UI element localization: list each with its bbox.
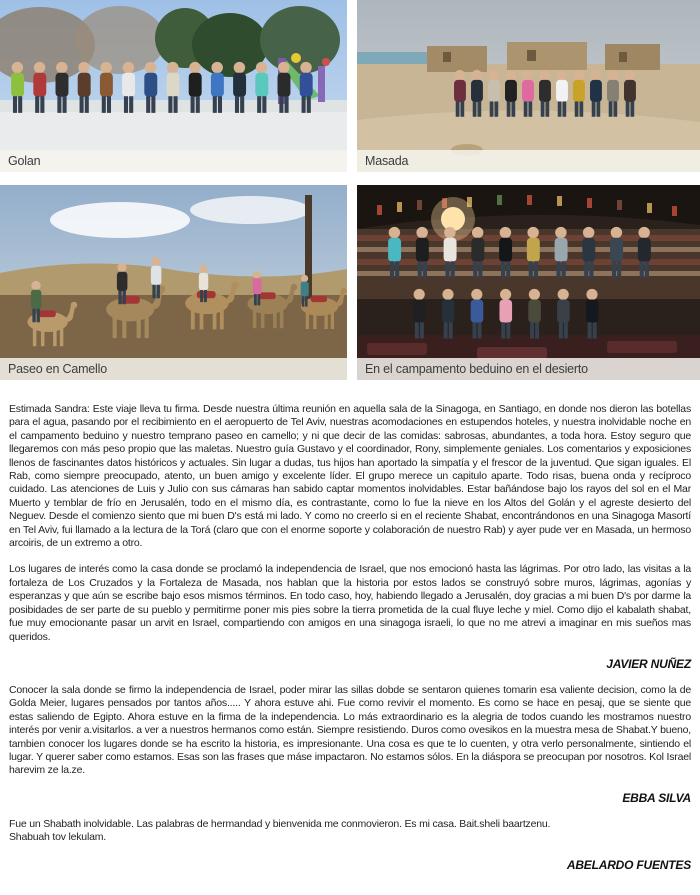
letter-paragraph: Los lugares de interés como la casa donde se proclamó la independencia de Israel, que nos emocionó hasta las lágrimas. Por otro lado, las visitas a la fortaleza de Los Cruzados y la Fortaleza de Masada, nos hablan que la historia por estos lados se construyó sobre muros, lágrimas, agonías y esperanzas y que aún se escribe bajo esos mismos términos. En todo caso, hoy, habiendo llegado a Jerusalén, doy gracias a mi buen D's por darme la posibidades de ser parte de su pueblo y permitirme poner mis pies sobre la tierra prometida de la cual fluye leche y miel. Como dijo el kabalath shabat, fue muy emocionante pasar un arvit en Israel, compartiendo con amigos en una sinagoga israeli, lo que no me atrevi a imaginar en mis sueños mas queridos.	[9, 563, 691, 643]
signature-javier-nunez: JAVIER NUÑEZ	[606, 656, 691, 671]
photo-caption-camello: Paseo en Camello	[0, 358, 347, 380]
letter-paragraph: Fue un Shabath inolvidable. Las palabras de hermandad y bienvenida me conmovieron. Es mi casa. Bait.sheli baartzenu. Shabuah tov lekulam.	[9, 817, 551, 844]
signature-ebba-silva: EBBA SILVA	[622, 790, 691, 805]
photo-masada	[357, 0, 700, 172]
camello-photo-image	[0, 185, 347, 380]
photo-grid	[0, 0, 700, 380]
photo-caption-beduino: En el campamento beduino en el desierto	[357, 358, 700, 380]
letter-paragraph: Conocer la sala donde se firmo la independencia de Israel, poder mirar las sillas dobde se sentaron quienes tomarin esa valiente decision, como la de Golda Meier, lugares pensados por tantos años..... Y ahora estuve ahi. Fue como revivir el momento. Es como se hace en pesaj, que se siente que estas saliendo de Egipto. Ahora estuve en la firma de la independencia. Lo más extraordinario es la alegria de todos cuando les mostramos nuestro interés por venir a.visitarlos. a ver a nuestros hermanos como están. Siempre resistiendo. Duros como ovesikos en la muestra mesa de Shabat.Y bueno, tambien conocer los lugares donde se ha escrito la historia, es impresionante. Una cosa es que te lo cuenten, y otra verlo personalmente, sintiendo el lugar. Y querer saber como estamos. Esas son las frases que máse impactaron. No estamos sólos. En la diáspora se preocupan por nosotros. Kol Israel harevim ze la.ze.	[9, 683, 691, 777]
golan-photo-image	[0, 0, 347, 172]
photo-caption-masada: Masada	[357, 150, 700, 172]
letter-paragraph: Estimada Sandra: Este viaje lleva tu firma. Desde nuestra última reunión en aquella sala de la Sinagoga, en Santiago, en donde nos dieron las botellas para el agua, pasando por el recibimiento en el aeropuerto de Tel Aviv, nuestras acomodaciones en estupendos hoteles, y nuestra inolvidable noche en el campamento beduino y nuestro temprano paseo en camello; y ni que decir de las comidas: sabrosas, abundantes, a toda hora. Estoy seguro que llegaremos con más peso propio que las maletas. Nuestro guía Gustavo y el coordinador, Rony, simplemente geniales. Los comentarios y exposiciones llenos de fascinantes datos históricos y actuales. Sin lugar a dudas, tus hijos han aportado la simpatía y el frescor de la juventud. Que sigan iguales. El Rab, como siempre preocupado, atento, un buen amigo y excelente líder. El grupo merece un capitulo aparte. Todo risas, buena onda y recíproco cuidado. Las atenciones de Luis y Julio con sus cámaras han sabido captar momentos inolvidables. Estar bañándose bajo los rayos del sol en el Mar Muerto y temblar de frío en Jerusalén, todo en el mismo día, es contrastante, como lo fue la nieve en los Altos del Golán y el agreste desierto del Neguev. Desde el comienzo siento que mi buen D's está mi lado. Y como no creerlo si en el reciente Shabat, encontrándonos en una Sinagoga Masortí en Tel Aviv, fui llamado a la lectura de la Torá (claro que con el enorme soporte y colaboración de nuestro Rab) y ayer pude ver en Masada, un hermoso arcoiris, de un extremo a otro.	[9, 403, 691, 550]
signature-abelardo-fuentes: ABELARDO FUENTES	[566, 857, 691, 872]
masada-photo-image	[357, 0, 700, 172]
photo-caption-golan: Golan	[0, 150, 347, 172]
photo-golan	[0, 0, 347, 172]
photo-camello	[0, 185, 347, 380]
photo-beduino	[357, 185, 700, 380]
letters-section	[0, 380, 700, 895]
beduino-photo-image	[357, 185, 700, 380]
